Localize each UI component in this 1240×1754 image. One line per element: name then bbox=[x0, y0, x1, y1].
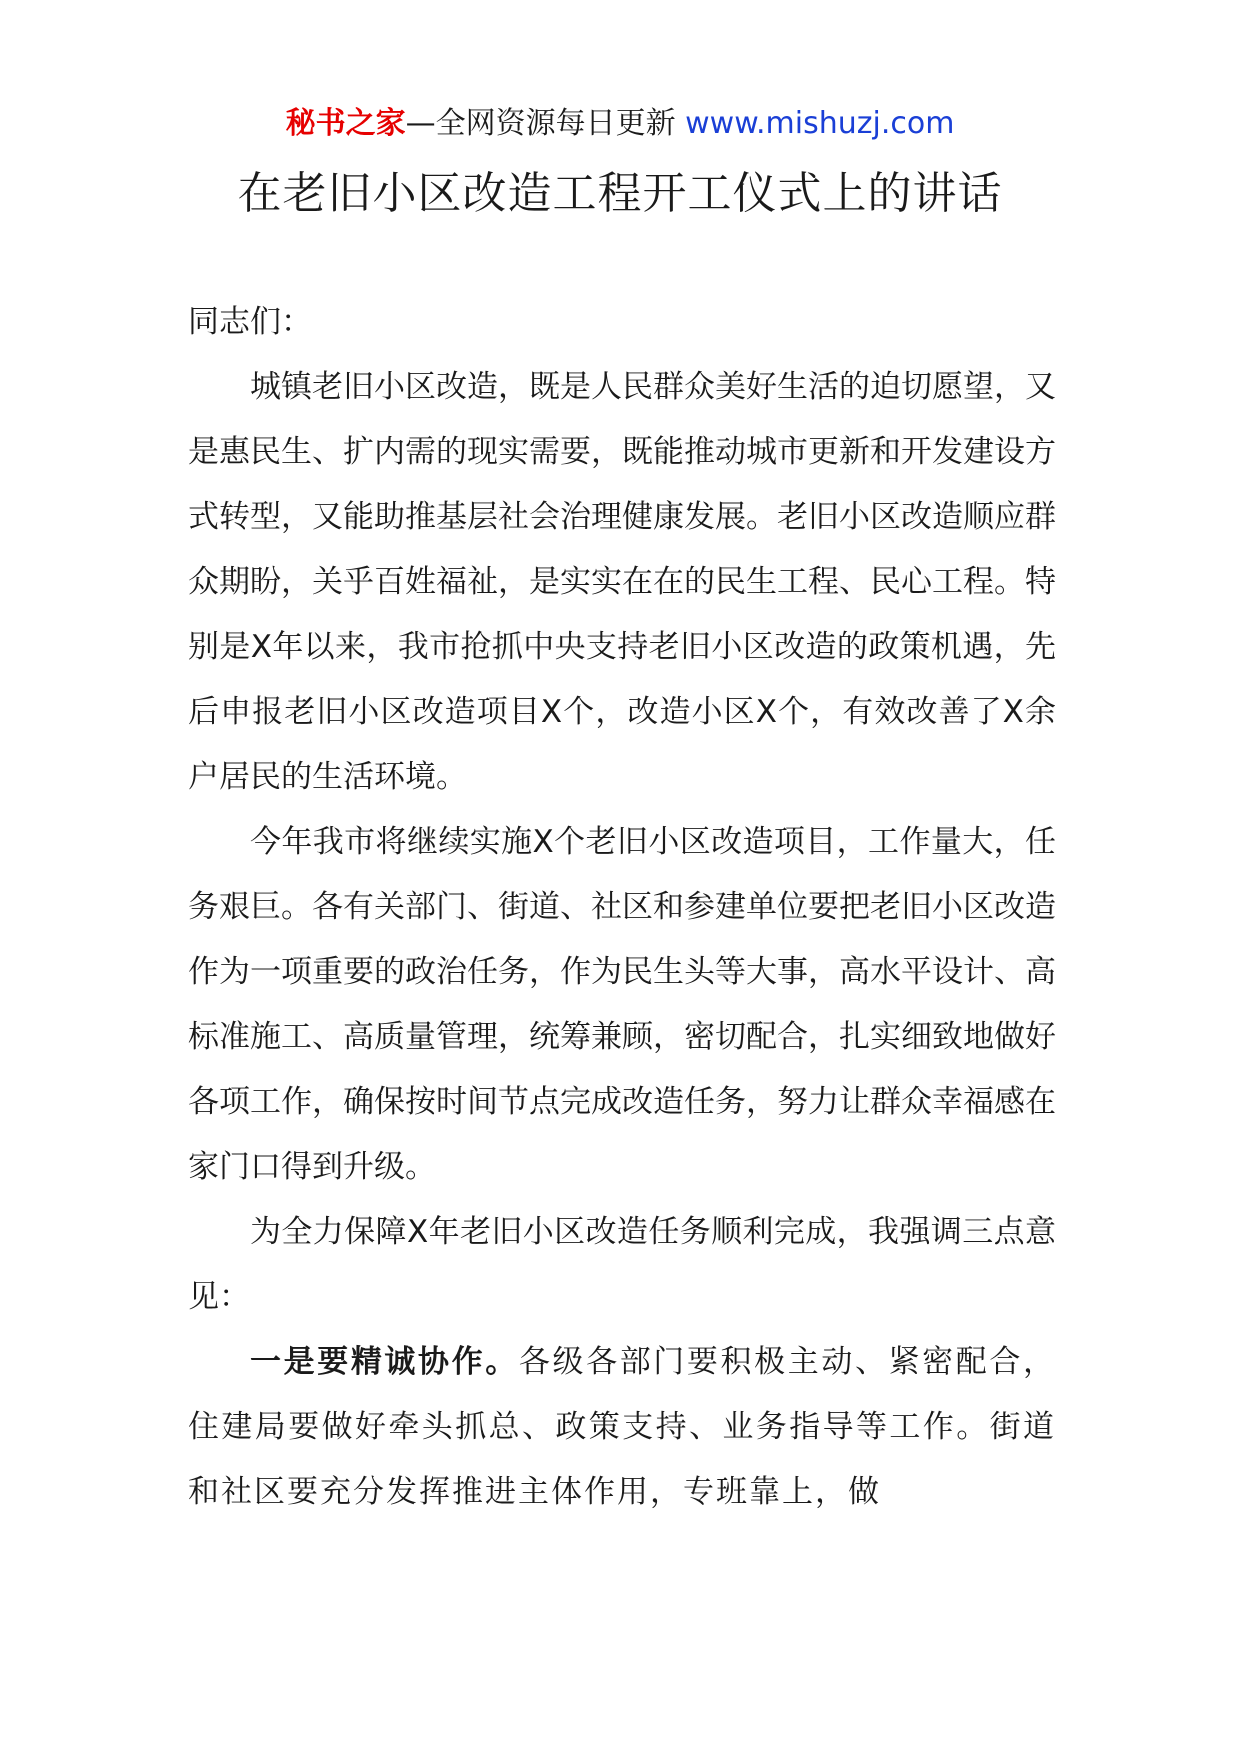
point-one-lead: 一是要精诚协作。 bbox=[250, 1344, 519, 1380]
paragraph-1: 城镇老旧小区改造，既是人民群众美好生活的迫切愿望，又是惠民生、扩内需的现实需要，既能推动城市更新和开发建设方式转型，又能助推基层社会治理健康发展。老旧小区改造顺应群众期盼，关乎百姓福祉，是实实在在的民生工程、民心工程。特别是X年以来，我市抢抓中央支持老旧小区改造的政策机遇，先后申报老旧小区改造项目X个，改造小区X个，有效改善了X余户居民的生活环境。 bbox=[188, 369, 1056, 795]
site-name: 秘书之家 bbox=[285, 106, 406, 141]
header-slogan: —全网资源每日更新 bbox=[405, 106, 686, 141]
salutation: 同志们： bbox=[188, 304, 312, 340]
paragraph-2: 今年我市将继续实施X个老旧小区改造项目，工作量大，任务艰巨。各有关部门、街道、社区和参建单位要把老旧小区改造作为一项重要的政治任务，作为民生头等大事，高水平设计、高标准施工、高质量管理，统筹兼顾，密切配合，扎实细致地做好各项工作，确保按时间节点完成改造任务，努力让群众幸福感在家门口得到升级。 bbox=[188, 824, 1056, 1185]
document-title: 在老旧小区改造工程开工仪式上的讲话 bbox=[237, 168, 1003, 219]
site-url: www.mishuzj.com bbox=[685, 106, 955, 141]
page-header bbox=[0, 100, 1240, 148]
paragraph-point-one bbox=[188, 1330, 1056, 1525]
point-one-text: 各级各部门要积极主动、紧密配合，住建局要做好牵头抓总、政策支持、业务指导等工作。街道和社区要充分发挥推进主体作用，专班靠上，做 bbox=[188, 1344, 1057, 1510]
document-body bbox=[188, 290, 1056, 1525]
paragraph-3: 为全力保障X年老旧小区改造任务顺利完成，我强调三点意见： bbox=[188, 1214, 1056, 1315]
